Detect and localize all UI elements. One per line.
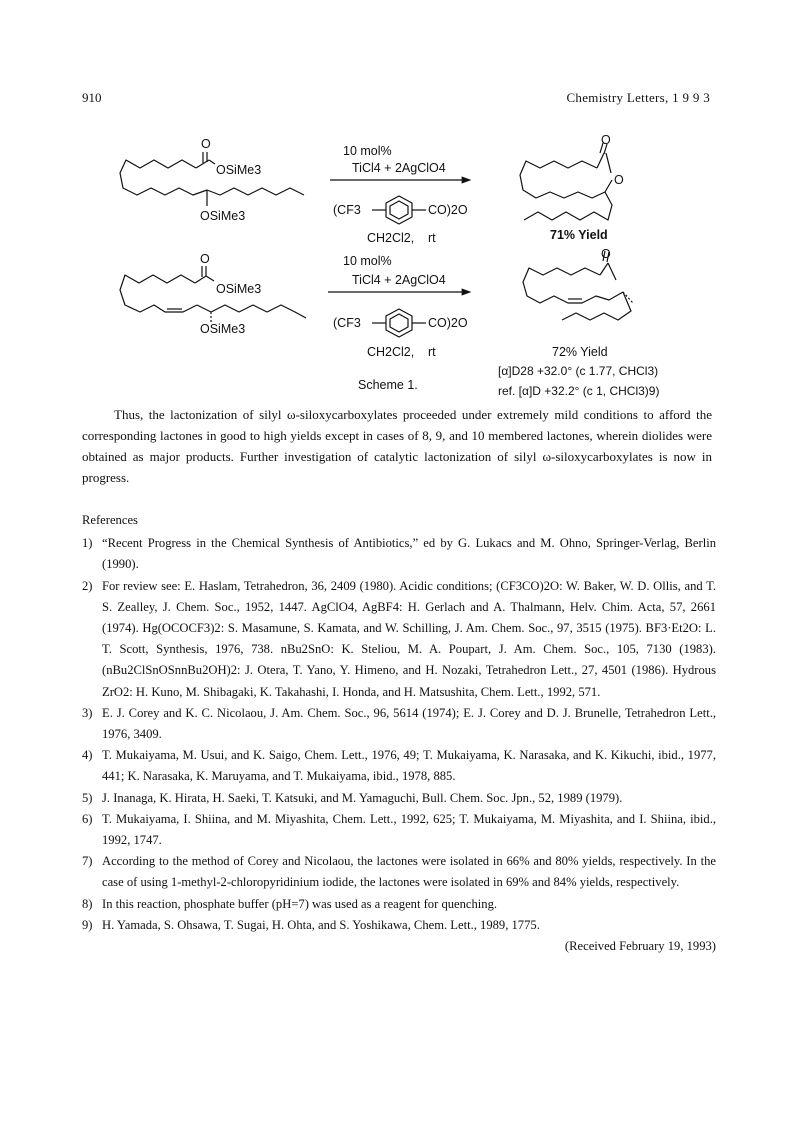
product-1-skeleton [520, 143, 612, 220]
received-date: (Received February 19, 1993) [564, 939, 716, 954]
body-paragraph-container [82, 404, 712, 488]
reference-item [82, 533, 716, 575]
product-2-skeleton [523, 251, 633, 320]
reference-number: 7) [82, 854, 93, 869]
product-2-yield: 72% Yield [552, 345, 608, 359]
reference-number: 6) [82, 811, 93, 826]
product-1-carbonyl-o: O [601, 133, 611, 147]
reference-number: 1) [82, 536, 93, 551]
product-1-ring-o: O [614, 173, 624, 187]
reference-text: According to the method of Corey and Nicolaou, the lactones were isolated in 66% and 80% yields, respectively. In the case of using 1-methyl-2-chloropyridinium iodide, the lactones were isolated in 69% and 84% yields, respectively. [102, 854, 716, 890]
reference-number: 9) [82, 917, 93, 932]
reference-item [82, 809, 716, 851]
page-number: 910 [82, 90, 102, 105]
conditions-1-reagent: TiCl4 + 2AgClO4 [352, 161, 446, 175]
conditions-1-anhydride-right: CO)2O [428, 203, 468, 217]
references-section [82, 510, 716, 957]
references-heading: References [82, 513, 138, 527]
reference-text: J. Inanaga, K. Hirata, H. Saeki, T. Katsuki, and M. Yamaguchi, Bull. Chem. Soc. Jpn., 52, 1989 (1979). [102, 790, 623, 805]
reactant-1-carbonyl-o: O [201, 137, 211, 151]
conditions-1-solvent: CH2Cl2, [367, 231, 415, 245]
reactant-1-ether-group: OSiMe3 [200, 209, 246, 223]
benzene-ring-1 [372, 196, 426, 224]
body-paragraph: Thus, the lactonization of silyl ω-siloxycarboxylates proceeded under extremely mild conditions to afford the corresponding lactones in good to high yields except in cases of 8, 9, and 10 membered lactones, wherein diolides were obtained as major products. Further investigation of catalytic lactonization of silyl ω-siloxycarboxylates is now in progress. [82, 407, 712, 485]
reference-text: In this reaction, phosphate buffer (pH=7) was used as a reagent for quenching. [102, 896, 498, 911]
reference-item [82, 915, 716, 936]
conditions-2-reagent: TiCl4 + 2AgClO4 [352, 273, 446, 287]
reference-number: 3) [82, 705, 93, 720]
product-2-literature-rotation: ref. [α]D +32.2° (c 1, CHCl3)9) [498, 384, 660, 398]
conditions-1-anhydride-left: (CF3 [333, 203, 361, 217]
reference-text: “Recent Progress in the Chemical Synthesis of Antibiotics,” ed by G. Lukacs and M. Ohno, Springer-Verlag, Berlin (1990). [102, 536, 716, 572]
reference-text: T. Mukaiyama, M. Usui, and K. Saigo, Chem. Lett., 1976, 49; T. Mukaiyama, K. Narasaka, and K. Kikuchi, ibid., 1977, 441; K. Narasaka, K. Maruyama, and T. Mukaiyama, ibid., 1978, 885. [102, 748, 716, 784]
conditions-2-anhydride-right: CO)2O [428, 316, 468, 330]
reference-number: 5) [82, 790, 93, 805]
reactant-1-skeleton [120, 152, 304, 206]
product-2-rotation: [α]D28 +32.0° (c 1.77, CHCl3) [498, 364, 659, 378]
reactant-2-ether-group: OSiMe3 [200, 322, 246, 336]
product-1-yield: 71% Yield [550, 228, 608, 242]
reference-number: 8) [82, 896, 93, 911]
conditions-2-anhydride-left: (CF3 [333, 316, 361, 330]
reference-item [82, 788, 716, 809]
benzene-ring-2 [372, 309, 426, 337]
conditions-2-catalyst-amount: 10 mol% [343, 254, 392, 268]
reference-item [82, 851, 716, 893]
conditions-2-temperature: rt [428, 345, 436, 359]
scheme-caption: Scheme 1. [358, 378, 418, 392]
reference-text: T. Mukaiyama, I. Shiina, and M. Miyashita, Chem. Lett., 1992, 625; T. Mukaiyama, M. Miyashita, and I. Shiina, ibid., 1992, 1747. [102, 811, 716, 848]
scheme-1-figure [0, 0, 793, 400]
conditions-1-catalyst-amount: 10 mol% [343, 144, 392, 158]
reference-text: E. J. Corey and K. C. Nicolaou, J. Am. Chem. Soc., 96, 5614 (1974); E. J. Corey and D. J. Brunelle, Tetrahedron Lett., 1976, 3409. [102, 705, 716, 742]
reference-item [82, 703, 716, 745]
reactant-2-carbonyl-o: O [200, 252, 210, 266]
reference-number: 2) [82, 578, 93, 593]
reference-item [82, 745, 716, 787]
reference-text: H. Yamada, S. Ohsawa, T. Sugai, H. Ohta, and S. Yoshikawa, Chem. Lett., 1989, 1775. [102, 917, 540, 932]
reference-text: For review see: E. Haslam, Tetrahedron, 36, 2409 (1980). Acidic conditions; (CF3CO)2O: W. Baker, W. D. Ollis, and T. S. Zealley, J. Chem. Soc., 1952, 1447. AgClO4, AgBF4: H. Gerlach and A. Thalmann, Helv. Chim. Acta, 57, 2661 (1974). Hg(OCOCF3)2: S. Masamune, S. Kamata, and W. Schilling, J. Am. Chem. Soc., 97, 3515 (1975). BF3·Et2O: L. T. Scott, Synthesis, 1976, 738. nBu2SnO: K. Steliou, M. A. Poupart, J. Am. Chem. Soc., 105, 7130 (1983). (nBu2ClSnOSnnBu2OH)2: J. Otera, T. Yano, Y. Himeno, and H. Nozaki, Tetrahedron Lett., 27, 4501 (1986). Hydrous ZrO2: H. Kuno, M. Shibagaki, K. Takahashi, I. Honda, and H. Matsushita, Chem. Lett., 1992, 571. [102, 578, 716, 699]
reference-item [82, 576, 716, 703]
reactant-1-ester-group: OSiMe3 [216, 163, 262, 177]
conditions-2-solvent: CH2Cl2, [367, 345, 415, 359]
reference-item [82, 894, 716, 915]
reactant-2-ester-group: OSiMe3 [216, 282, 262, 296]
conditions-1-temperature: rt [428, 231, 436, 245]
reference-number: 4) [82, 748, 93, 763]
product-2-carbonyl-o: O [601, 247, 611, 261]
reactant-2-skeleton [120, 266, 306, 322]
journal-header: Chemistry Letters, 1 9 9 3 [566, 90, 710, 105]
